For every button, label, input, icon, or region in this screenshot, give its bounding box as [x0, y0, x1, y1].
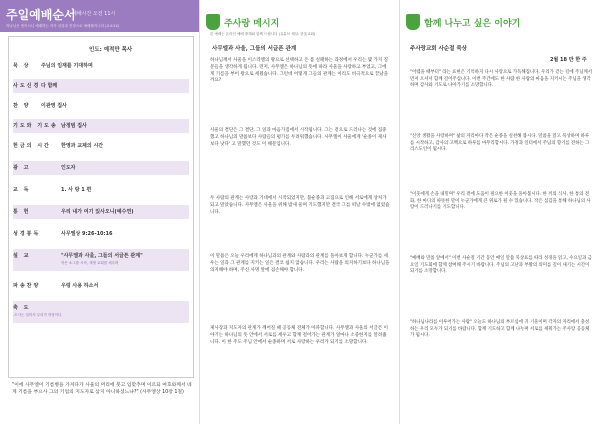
news-paragraph: "예배와 말씀 앞에서" 이번 사순절 기간 동안 매일 말씀 묵상표를 따라 성경을 읽고, 수요일과 금요일 기도회에 함께 참여해 주시기 바랍니다. 주님의 고난과 부활의 의미를 깊이 새기는 시간이 되기를 소망합니다.: [410, 256, 592, 275]
cross-leaf-icon: [406, 14, 420, 30]
order-label: 헌금의 시간: [13, 143, 51, 149]
order-note: 작은 소그룹 시작, 재생 교회를 세우며: [61, 261, 119, 265]
order-row: [13, 79, 189, 93]
order-of-service-panel: [0, 0, 200, 424]
message-header: 주사랑 메시지: [224, 19, 280, 29]
order-value: 1. 사 랑 1 편: [61, 187, 92, 193]
order-label: 성경봉독: [13, 231, 41, 237]
news-title: 주사랑교회 사순절 묵상: [410, 46, 467, 52]
message-panel: [200, 0, 400, 424]
order-row: [13, 301, 189, 323]
news-paragraph: "하나님나라를 이루어가는 사람" 오늘도 하나님의 부르심에 귀 기울이며 각자의 자리에서 충성하는 우리 모두가 되기를 바랍니다. 함께 기도하고 함께 나누며 서로를 세워가는 주사랑 공동체가 됩시다.: [410, 320, 590, 339]
order-row: [13, 249, 189, 271]
order-note: -도사는 일어서 무리가 허당이다: [13, 313, 62, 317]
news-paragraph: "신앙 생활을 사랑하며" 삶의 자리마다 작은 순종을 실천해 봅시다. 말씀을 읽고 묵상하며 하루를 시작하고, 감사의 고백으로 하루를 마무리합시다. 가정과 일터에서 주님의 향기를 전하는 그리스도인이 됩시다.: [410, 134, 590, 153]
order-label: 찬 양: [13, 103, 31, 109]
order-label: 사도신경: [13, 83, 41, 89]
order-label: 기도와 기도송: [13, 123, 58, 129]
leader-line: 인도: 예적만 목사: [89, 47, 133, 53]
sermon-paragraph: 이 말씀은 오늘 우리에게 하나님과의 관계와 사람과의 관계를 돌아보게 합니다. 누군가를 세우는 일과 그 관계를 지키는 일은 결코 쉽지 않습니다. 우리는 사람을 의지하기보다 하나님을 의지해야 하며, 주신 사명 앞에 겸손해야 합니다.: [210, 254, 390, 273]
order-label: 광 고: [13, 165, 31, 171]
order-title: 주일예배순서: [6, 8, 76, 22]
order-value: 이관영 집사: [41, 103, 67, 109]
order-body: [8, 36, 194, 378]
order-row: [13, 227, 189, 241]
order-value: 남정범 집사: [61, 123, 87, 129]
news-panel: [400, 0, 600, 424]
order-row: [13, 183, 189, 197]
order-value: 한영과 교제의 시간: [61, 143, 104, 149]
order-value: 사무엘상 9:26-10:16: [61, 231, 113, 237]
sermon-paragraph: 두 사람의 관계는 사랑과 기대에서 시작되었지만, 불순종과 고집으로 인해 서로에게 상처가 되고 말았습니다. 사무엘은 사울을 위해 밤새 울며 기도했지만 결국 그를 떠날 수밖에 없었습니다.: [210, 196, 390, 215]
order-value: 주님의 임재를 기대하며: [41, 63, 93, 69]
order-label: 묵 상: [13, 63, 31, 69]
order-row: [13, 205, 189, 219]
order-row: [13, 99, 189, 113]
news-paragraph: "어렵을 때부터" 라는 표현은 기억하지 다시 사랑으로 가득해집니다. 우리가 걷는 길에 주님께서 먼저 오셔서 함께 걸어주십니다. 이번 주간에도 한 사람 한 사람의 마음을 지키시는 주님을 생각하며 감사와 기도로 나아가기를 소망합니다.: [410, 70, 592, 89]
order-label: 통 헌: [13, 209, 31, 215]
order-value: 우렁 사용 하소서: [61, 283, 99, 289]
order-row: [13, 139, 189, 153]
order-tagline: 하나님은 영이시니 예배하는 자가 신령과 진정으로 예배할지니라 (요4:24): [6, 24, 120, 28]
order-value: 우리 내가 여기 있사오니(예수연): [61, 209, 134, 215]
verse-footer: "이에 사무엘이 기름병을 가져다가 사울의 머리에 붓고 입맞추며 이르되 여호와께서 네게 기름을 부으사 그의 기업의 지도자로 삼지 아니하셨느냐?" (사무엘상 10장 1절): [12, 383, 192, 395]
sermon-paragraph: 제사장과 지도자의 관계가 깨어질 때 공동체 전체가 아파합니다. 사무엘과 사울의 서글픈 이야기는 하나님의 뜻 안에서 서로를 세우고 함께 걸어가는 관계가 얼마나 소중한지를 알려줍니다. 이 한 주도 주님 안에서 순종하며 서로 사랑하는 우리가 되기를 소망합니다.: [210, 326, 389, 345]
order-label: 축 도: [13, 305, 31, 311]
order-value: 다 함께: [41, 83, 58, 89]
order-row: [13, 161, 189, 175]
order-value: "사무엘과 사울, 그들의 서글픈 관계": [61, 253, 143, 259]
order-header: [0, 0, 200, 32]
order-row: [13, 279, 189, 293]
order-row: [13, 119, 189, 133]
message-note: 본 예배는 온라인 예배 중계와 함께 드립니다 (유튜브 채널: 한울교회): [210, 32, 316, 36]
news-header: 함께 나누고 싶은 이야기: [424, 19, 521, 29]
order-label: 파송찬양: [13, 283, 41, 289]
news-paragraph: "이웃에게 손을 내밀며" 우리 곁에 도움이 필요한 이웃을 돌아봅시다. 한 끼의 식사, 한 통의 전화, 한 마디의 따뜻한 말이 누군가에게 큰 위로가 될 수 있습니다. 작은 섬김을 통해 하나님의 사랑이 드러나기를 기도합니다.: [410, 192, 591, 211]
order-value: 인도자: [61, 165, 76, 171]
sermon-paragraph: 하나님께서 사울을 이스라엘의 왕으로 선택하고 온 몸 실패하는 과정에서 우리는 몇 가지 질문들을 생각하게 됩니다. 먼저, 사무엘은 하나님의 뜻에 따라 사울을 사랑하고 부었고, 그에게 기름을 부어 왕으로 세웠습니다. 그런데 어떻게 그들의 관계는 이리도 비극적으로 끝났을까요?: [210, 58, 389, 84]
order-row: [13, 59, 189, 73]
order-subtitle: 예배시간 오전 11시: [72, 11, 116, 17]
news-date: 2월 18 만 한 주: [550, 57, 587, 63]
sermon-paragraph: 사울의 결단은 그 결단, 그 일과 마음가짐에서 시작됩니다. 그는 겉으로 드러나는 것에 집중했고 하나님의 말씀보다 사람들의 평가를 두려워했습니다. 사무엘이 사울에게 '순종이 제사보다 낫다' 고 말했던 것도 이 때문입니다.: [210, 128, 387, 147]
order-label: 설 교: [13, 253, 31, 259]
cross-leaf-icon: [206, 14, 220, 30]
order-label: 교 독: [13, 187, 31, 193]
sermon-title: 사무엘과 사울, 그들의 서글픈 관계: [212, 46, 297, 52]
